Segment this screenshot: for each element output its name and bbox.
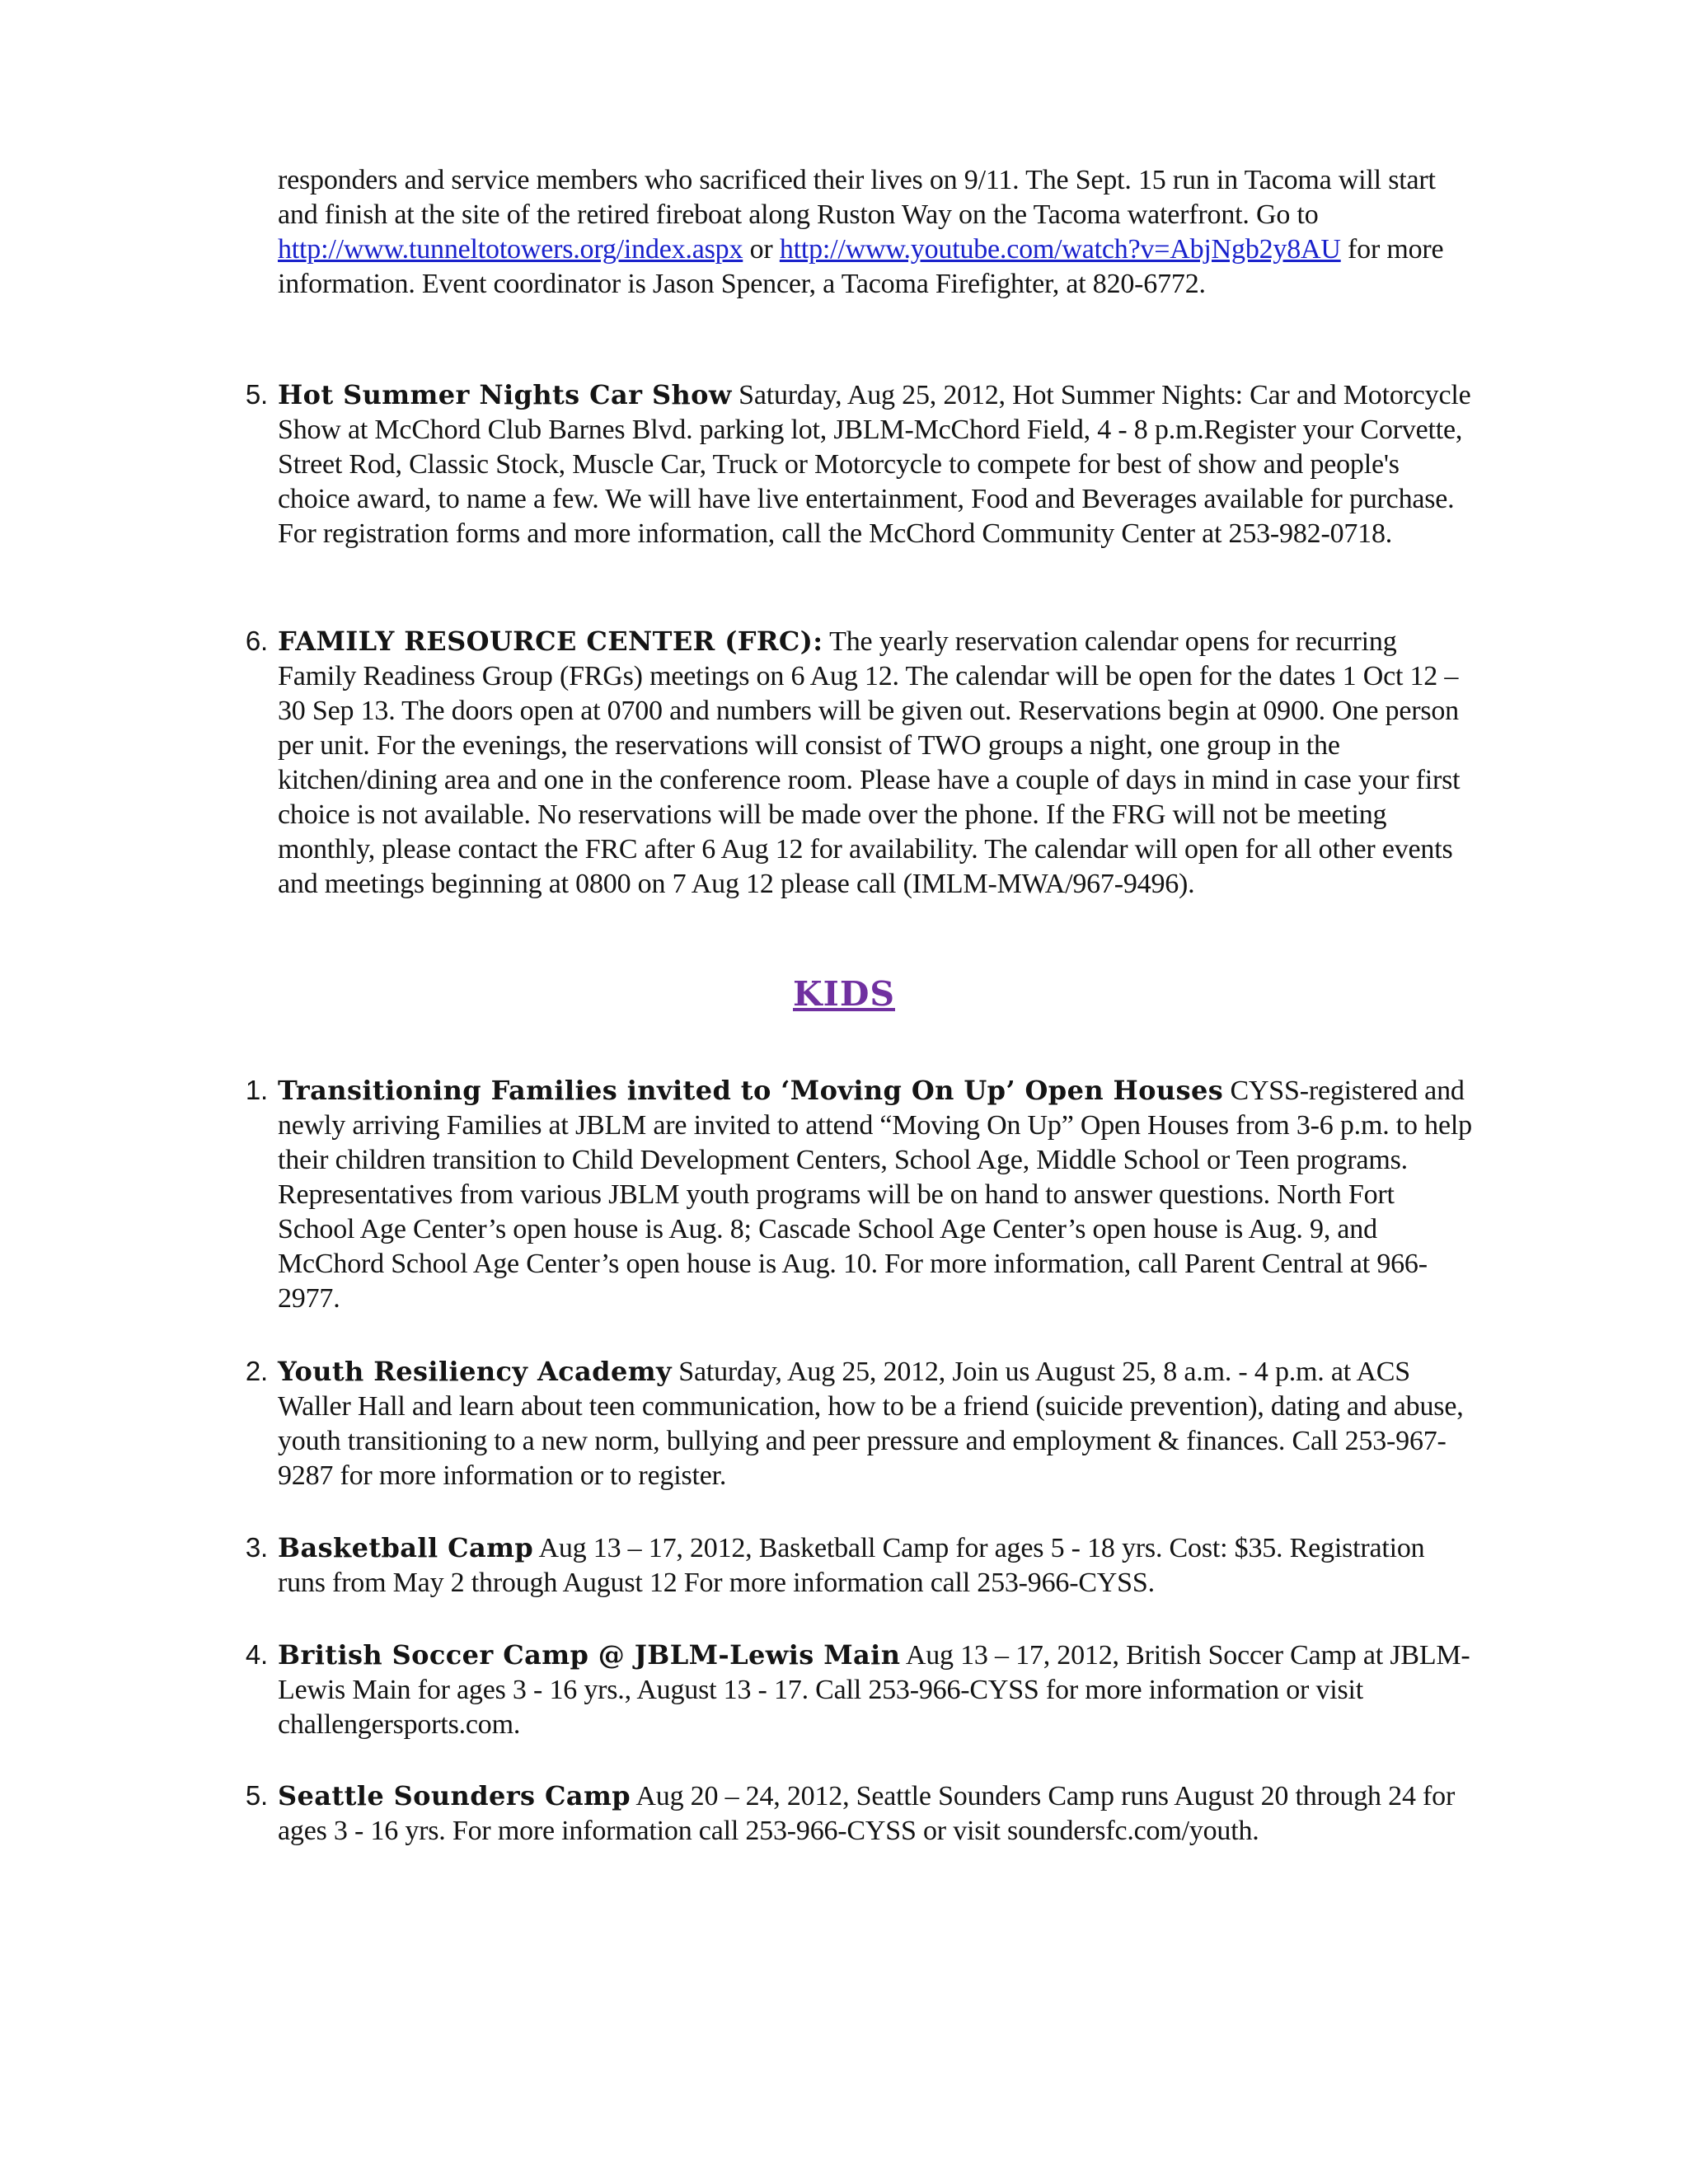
item-body: The yearly reservation calendar opens for recurring Family Readiness Group (FRGs) meetings on 6 Aug 12. The calendar will be open for the dates 1 Oct 12 – 30 Sep 13. The doors open at 0700 and numbers will be given out. Reservations begin at 0900. One person per unit. For the evenings, the reservations will consist of TWO groups a night, one group in the kitchen/dining area and one in the conference room. Please have a couple of days in mind in case your first choice is not available. No reservations will be made over the phone. If the FRG will not be meeting monthly, please contact the FRC after 6 Aug 12 for availability. The calendar will open for all other events and meetings beginning at 0800 on 7 Aug 12 please call (IMLM-MWA/967-9496). xyxy=(278,626,1461,899)
list-item-family-resource-center xyxy=(245,624,1473,902)
item-title: Seattle Sounders Camp xyxy=(278,1780,631,1811)
item-title: Transitioning Families invited to ‘Moving On Up’ Open Houses xyxy=(278,1075,1224,1106)
list-item-sounders-camp xyxy=(245,1779,1473,1849)
item-body: Aug 13 – 17, 2012, Basketball Camp for ages 5 - 18 yrs. Cost: $35. Registration runs from May 2 through August 12 For more information call 253-966-CYSS. xyxy=(278,1533,1425,1598)
item-title: FAMILY RESOURCE CENTER (FRC): xyxy=(278,626,823,657)
section-heading-kids: KIDS xyxy=(793,974,895,1014)
item-number: 2. xyxy=(245,1356,268,1386)
intro-text: responders and service members who sacrificed their lives on 9/11. The Sept. 15 run in Tacoma will start and finish at the site of the retired fireboat along Ruston Way on the Tacoma waterfront. Go to xyxy=(278,165,1436,230)
item-body: Aug 20 – 24, 2012, Seattle Sounders Camp runs August 20 through 24 for ages 3 - 16 yrs. For more information call 253-966-CYSS or visit soundersfc.com/youth. xyxy=(278,1781,1456,1846)
item-title: Youth Resiliency Academy xyxy=(278,1356,672,1387)
intro-tail: for more information. Event coordinator is Jason Spencer, a Tacoma Firefighter, at 820-6772. xyxy=(278,234,1444,299)
item-body: Aug 13 – 17, 2012, British Soccer Camp at JBLM-Lewis Main for ages 3 - 16 yrs., August 13 - 17. Call 253-966-CYSS for more information or visit challengersports.com. xyxy=(278,1640,1470,1740)
item-title: British Soccer Camp @ JBLM-Lewis Main xyxy=(278,1639,901,1671)
item-number: 3. xyxy=(245,1532,268,1563)
tunnel-to-towers-link[interactable]: http://www.tunneltotowers.org/index.aspx xyxy=(278,234,743,265)
item-number: 4. xyxy=(245,1639,268,1670)
item-body: CYSS-registered and newly arriving Families at JBLM are invited to attend “Moving On Up” Open Houses from 3-6 p.m. to help their children transition to Child Development Centers, School Age, Middle School or Teen programs. Representatives from various JBLM youth programs will be on hand to answer questions. North Fort School Age Center’s open house is Aug. 8; Cascade School Age Center’s open house is Aug. 9, and McChord School Age Center’s open house is Aug. 10. For more information, call Parent Central at 966-2977. xyxy=(278,1076,1472,1314)
list-item-car-show xyxy=(245,377,1473,551)
intro-connector: or xyxy=(743,234,780,265)
item-number: 1. xyxy=(245,1075,268,1105)
list-item-basketball-camp xyxy=(245,1530,1473,1601)
item-number: 5. xyxy=(245,1780,268,1811)
item-number: 5. xyxy=(245,379,268,410)
intro-paragraph xyxy=(278,163,1473,302)
item-body: Saturday, Aug 25, 2012, Hot Summer Nights: Car and Motorcycle Show at McChord Club Barnes Blvd. parking lot, JBLM-McChord Field, 4 - 8 p.m.Register your Corvette, Street Rod, Classic Stock, Muscle Car, Truck or Motorcycle to compete for best of show and people's choice award, to name a few. We will have live entertainment, Food and Beverages available for purchase. For registration forms and more information, call the McChord Community Center at 253-982-0718. xyxy=(278,380,1471,549)
item-number: 6. xyxy=(245,626,268,656)
item-body: Saturday, Aug 25, 2012, Join us August 25, 8 a.m. - 4 p.m. at ACS Waller Hall and learn about teen communication, how to be a friend (suicide prevention), dating and abuse, youth transitioning to a new norm, bullying and peer pressure and employment & finances. Call 253-967-9287 for more information or to register. xyxy=(278,1357,1464,1491)
item-title: Basketball Camp xyxy=(278,1532,534,1563)
list-item-youth-resiliency xyxy=(245,1354,1473,1493)
list-item-british-soccer-camp xyxy=(245,1638,1473,1742)
list-item-moving-on-up xyxy=(245,1073,1473,1316)
youtube-link[interactable]: http://www.youtube.com/watch?v=AbjNgb2y8AU xyxy=(779,234,1341,265)
item-title: Hot Summer Nights Car Show xyxy=(278,379,732,410)
